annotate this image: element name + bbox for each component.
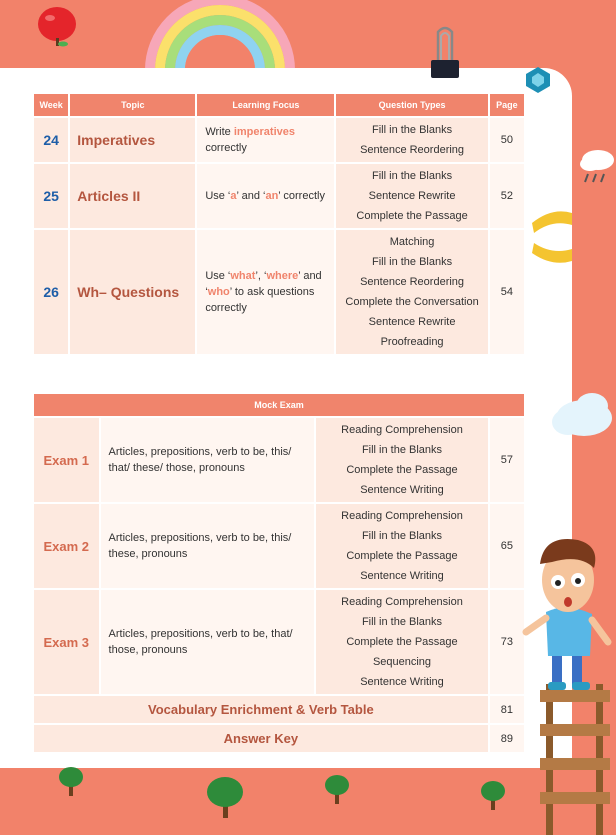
focus-text: Use ‘ [205,270,231,282]
header-question-types: Question Types [336,94,487,116]
question-types [336,230,487,354]
mock-exam-header-row [34,394,524,416]
binder-clip-icon [428,26,462,80]
tree-icon [58,766,84,796]
striped-ribbon-icon [528,203,572,269]
contents-table [32,92,526,356]
question-type: Sentence Rewrite [368,190,456,202]
page-number: 73 [490,590,524,694]
week-number: 24 [34,118,68,162]
ladder-icon [538,684,612,835]
topic-title: Articles II [70,164,195,228]
page-number: 89 [490,725,524,752]
question-type: Sentence Reordering [360,144,465,156]
page-number: 65 [490,504,524,588]
question-type: Fill in the Blanks [372,170,453,182]
cloud-icon [548,388,616,444]
focus-keyword: imperatives [233,126,295,138]
exam-name: Exam 1 [34,418,99,502]
focus-keyword: an [265,190,279,202]
topic-title: Wh– Questions [70,230,195,354]
tree-icon [206,776,244,818]
extra-section-row [34,725,524,752]
learning-focus [197,230,334,354]
topic-title: Imperatives [70,118,195,162]
question-type: Sequencing [372,656,432,668]
tree-icon [480,780,506,810]
exam-row [34,590,524,694]
question-type: Fill in the Blanks [372,256,453,268]
focus-keyword: who [207,286,230,298]
contents-row [34,118,524,162]
question-type: Sentence Writing [360,676,444,688]
week-number: 25 [34,164,68,228]
extra-section-title: Answer Key [34,725,488,752]
gem-icon [525,66,551,94]
ground [0,770,616,835]
header-week: Week [34,94,68,116]
question-types [316,418,487,502]
focus-text: ’ and ‘ [205,270,322,298]
exam-name: Exam 3 [34,590,99,694]
rain-cloud-icon [578,144,616,188]
page-number: 57 [490,418,524,502]
question-type: Fill in the Blanks [361,444,443,456]
page-number: 52 [490,164,524,228]
boy-character-icon [522,532,616,694]
exam-row [34,418,524,502]
header-topic: Topic [70,94,195,116]
question-types [336,164,487,228]
page-number: 54 [490,230,524,354]
mock-exam-header: Mock Exam [34,394,524,416]
contents-row [34,164,524,228]
page-number: 50 [490,118,524,162]
question-type: Matching [389,236,435,248]
mock-exam-table [32,392,526,754]
header-learning-focus: Learning Focus [197,94,334,116]
focus-text: ’ and ‘ [236,190,266,202]
question-types [316,504,487,588]
question-type: Fill in the Blanks [361,616,443,628]
question-type: Complete the Passage [346,636,458,648]
focus-text: ’, ‘ [255,270,267,282]
tree-icon [324,774,350,804]
question-type: Fill in the Blanks [361,530,443,542]
question-type: Reading Comprehension [341,424,463,436]
question-type: Sentence Writing [360,484,444,496]
question-type: Complete the Passage [356,210,468,222]
question-type: Sentence Writing [360,570,444,582]
week-number: 26 [34,230,68,354]
question-type: Complete the Passage [346,550,458,562]
exam-description: Articles, prepositions, verb to be, this/ these, pronouns [101,504,315,588]
learning-focus [197,118,334,162]
question-type: Fill in the Blanks [372,124,453,136]
question-types [336,118,487,162]
focus-keyword: what [230,270,256,282]
extra-section-row [34,696,524,723]
rainbow-icon [145,0,295,70]
learning-focus [197,164,334,228]
exam-description: Articles, prepositions, verb to be, that/ those, pronouns [101,590,315,694]
question-type: Sentence Rewrite [368,316,456,328]
question-type: Sentence Reordering [360,276,465,288]
focus-keyword: a [230,190,237,202]
focus-keyword: where [266,270,299,282]
exam-description: Articles, prepositions, verb to be, this/ that/ these/ those, pronouns [101,418,315,502]
focus-text: correctly [205,142,247,154]
question-type: Reading Comprehension [341,596,463,608]
question-type: Reading Comprehension [341,510,463,522]
header-page: Page [490,94,524,116]
focus-text: ’ correctly [278,190,325,202]
question-type: Proofreading [380,336,444,348]
extra-section-title: Vocabulary Enrichment & Verb Table [34,696,488,723]
focus-text: Use ‘ [205,190,231,202]
question-type: Complete the Conversation [345,296,479,308]
question-types [316,590,487,694]
contents-header-row [34,94,524,116]
question-type: Complete the Passage [346,464,458,476]
apple-icon [36,2,78,48]
exam-row [34,504,524,588]
exam-name: Exam 2 [34,504,99,588]
page-number: 81 [490,696,524,723]
focus-text: Write [205,126,234,138]
focus-text: ’ to ask questions correctly [205,286,315,314]
contents-row [34,230,524,354]
